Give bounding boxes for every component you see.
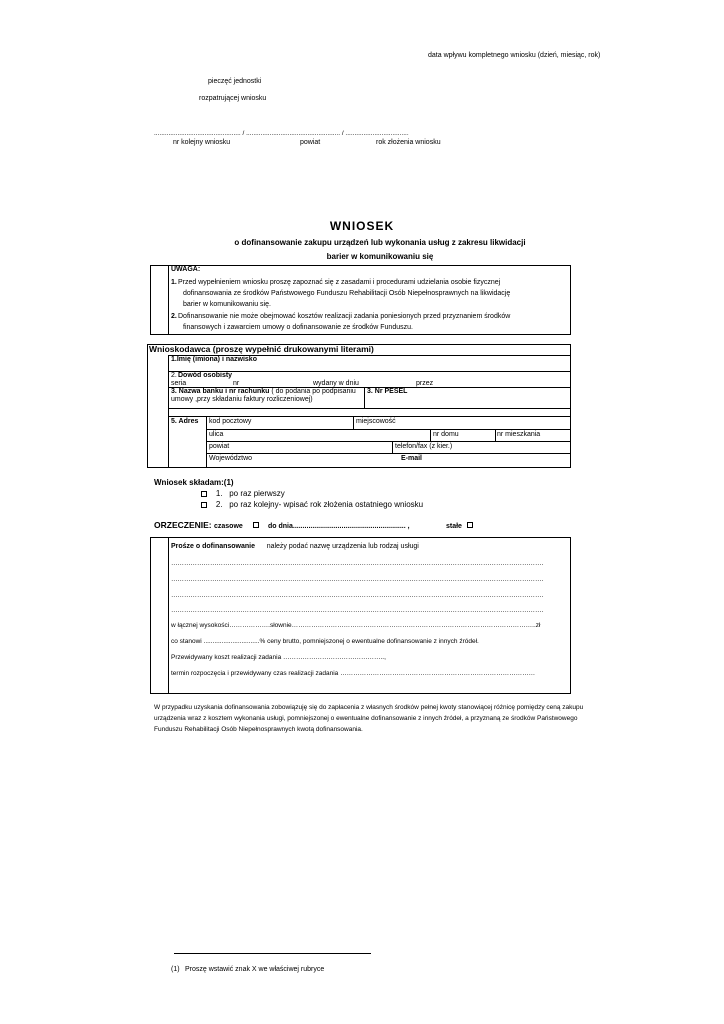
- notice-item2-line1: Dofinansowanie nie może obejmować kosztów realizacji zadania poniesionych przed przyznaniem środków: [178, 313, 511, 320]
- until-date-field[interactable]: do dnia.......................................................... ,: [268, 523, 410, 530]
- voivodeship-label: Województwo: [209, 455, 253, 462]
- declaration-line2: urządzenia wraz z kosztem wykonania usługi, pomniejszonej o ewentualne dofinansowanie z innych źródeł, a przyznaną ze środków Państwowego: [154, 715, 578, 722]
- ref-label-year: rok złożenia wniosku: [376, 139, 441, 146]
- pesel-field[interactable]: [368, 397, 568, 407]
- bank-note-line1: ( do podania po podpisaniu: [269, 388, 356, 395]
- submission-option-next[interactable]: [201, 500, 423, 509]
- id-issued-label: wydany w dniu: [313, 380, 359, 387]
- request-line-4[interactable]: ……………………………………………………………………………………………………………………………………………………….: [171, 607, 544, 614]
- pesel-label: 3. Nr PESEL: [367, 388, 408, 395]
- ref-label-county: powiat: [300, 139, 321, 146]
- city-label: miejscowość: [356, 418, 396, 425]
- amount-field[interactable]: w łącznej wysokości……………….słownie…………………………………………………………………………………………………..zł: [171, 622, 541, 629]
- footnote-number: (1): [171, 966, 180, 973]
- reference-line[interactable]: ................................................ / .................................................... / ...................................: [154, 130, 409, 137]
- request-label: Prośze o dofinansowanie: [171, 543, 256, 550]
- postal-code-label: kod pocztowy: [209, 418, 252, 425]
- option2-label: po raz kolejny- wpisać rok złożenia ostatniego wniosku: [229, 500, 424, 509]
- notice-item1-line3: barier w komunikowaniu się.: [183, 301, 271, 308]
- request-label-line: [171, 543, 419, 551]
- ref-label-number: nr kolejny wniosku: [173, 139, 231, 146]
- declaration-line1: W przypadku uzyskania dofinansowania zobowiązuję się do zapłacenia z własnych środków pełnej kwoty stanowiącej różnicę pomiędzy ceną zakupu: [154, 704, 584, 711]
- county-label: powiat: [209, 443, 230, 450]
- notice-heading: UWAGA:: [171, 266, 201, 273]
- phone-label: telefon/fax (z kier.): [395, 443, 453, 450]
- permanent-checkbox[interactable]: [467, 522, 473, 530]
- id-number-prefix: 2.: [171, 372, 177, 379]
- footnote-text: Proszę wstawić znak X we właściwej rubryce: [185, 966, 325, 973]
- date-received-label: data wpływu kompletnego wniosku (dzień, miesiąc, rok): [428, 52, 601, 59]
- temporary-checkbox[interactable]: [253, 522, 259, 530]
- bank-note-line2: umowy ,przy składaniu faktury rozliczeniowej): [171, 396, 313, 403]
- declaration-line3: Funduszu Rehabilitacji Osób Niepełnosprawnych kwotą dofinansowania.: [154, 726, 363, 733]
- id-series-label: seria: [171, 380, 187, 387]
- notice-item1-line2: dofinansowania ze środków Państwowego Funduszu Rehabilitacji Osób Niepełnosprawnych na likwidację: [183, 290, 511, 297]
- form-title: WNIOSEK: [329, 219, 395, 233]
- cost-field[interactable]: Przewidywany koszt realizacji zadania ………………………………………..,: [171, 654, 386, 661]
- bank-label-line1: [171, 388, 356, 396]
- stamp-label-line2: rozpatrującej wniosku: [199, 95, 267, 102]
- stamp-label-line1: pieczęć jednostki: [208, 78, 262, 85]
- id-document-label: Dowód osobisty: [178, 372, 233, 379]
- house-number-label: nr domu: [433, 431, 459, 438]
- permanent-label: stałe: [446, 523, 462, 530]
- applicant-heading: Wnioskodawca (proszę wypełnić drukowanymi literami): [149, 344, 374, 354]
- notice-item2-number: 2.: [171, 313, 177, 320]
- bank-label: 3. Nazwa banku i nr rachunku: [171, 388, 270, 395]
- footnote-separator: [174, 953, 371, 954]
- notice-item1-line1: Przed wypełnieniem wniosku proszę zapoznać się z zasadami i procedurami udzielania osobie fizycznej: [178, 279, 501, 286]
- submission-heading: Wniosek składam:(1): [154, 478, 234, 487]
- form-subtitle-line2: barier w komunikowaniu się: [326, 252, 434, 261]
- checkbox-first[interactable]: [201, 491, 207, 497]
- street-label: ulica: [209, 431, 224, 438]
- option1-label: po raz pierwszy: [229, 489, 285, 498]
- schedule-field[interactable]: termin rozpoczęcia i przewidywany czas realizacji zadania ………………………………………………………………………………: [171, 670, 536, 677]
- submission-option-first[interactable]: [201, 489, 285, 498]
- form-subtitle-line1: o dofinansowanie zakupu urządzeń lub wykonania usług z zakresu likwidacji: [234, 238, 526, 247]
- request-hint: należy podać nazwę urządzenia lub rodzaj usługi: [266, 543, 419, 550]
- address-label: 5. Adres: [171, 418, 199, 425]
- id-number-label: nr: [233, 380, 240, 387]
- email-label: E-mail: [401, 455, 423, 462]
- notice-item1-number: 1.: [171, 279, 177, 286]
- checkbox-next[interactable]: [201, 502, 207, 508]
- id-issued-by-label: przez: [416, 380, 434, 387]
- option1-number: 1.: [215, 489, 223, 498]
- notice-item2-line2: finansowych i zawarciem umowy o dofinansowanie ze środków Funduszu.: [183, 324, 413, 331]
- request-line-3[interactable]: ……………………………………………………………………………………………………………………………………………………….: [171, 592, 544, 599]
- name-label: 1.Imię (imiona) i nazwisko: [171, 356, 257, 363]
- request-line-2[interactable]: ……………………………………………………………………………………………………………………………………………………….: [171, 576, 544, 583]
- option2-number: 2.: [215, 500, 223, 509]
- share-field[interactable]: co stanowi ...............................% ceny brutto, pomniejszonej o ewentualne dofinansowanie z innych źródeł.: [171, 638, 479, 645]
- name-field[interactable]: [168, 363, 568, 371]
- request-line-1[interactable]: ……………………………………………………………………………………………………………………………………………………….: [171, 560, 544, 567]
- flat-number-label: nr mieszkania: [497, 431, 541, 438]
- disability-label: ORZECZENIE:: [154, 520, 212, 530]
- temporary-label: czasowe: [214, 523, 243, 530]
